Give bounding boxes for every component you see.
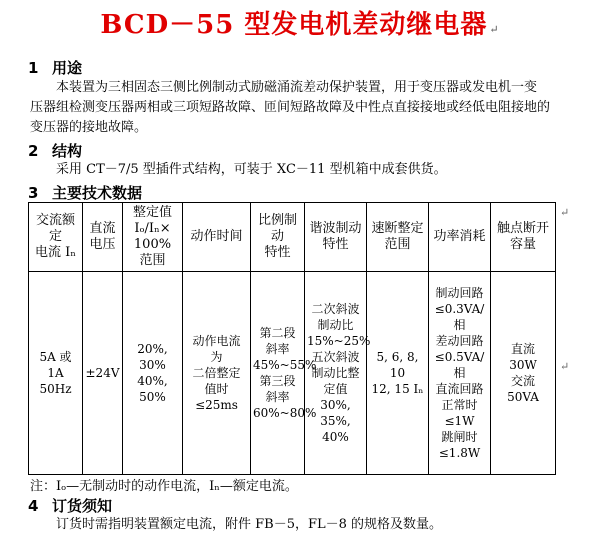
cell-line: 30%, 35%,	[320, 398, 351, 428]
table-header-cell	[83, 203, 123, 272]
cell-line: 电压	[89, 237, 116, 252]
cell-line: 50VA	[507, 390, 539, 404]
cell-line: 触点断开	[496, 221, 549, 236]
cell-line: 直流	[89, 221, 116, 236]
usage-line-1: 本装置为三相固态三侧比例制动式励磁涌流差动保护装置，用于变压器或发电机一变	[56, 80, 538, 95]
cell-line: 容量	[509, 237, 536, 252]
cell-line: ≤0.5VA/	[434, 350, 485, 364]
cell-line: 二次斜波	[311, 302, 360, 316]
cell-line: 动作时间	[190, 229, 243, 244]
cell-line: Iₒ/Iₙ×	[134, 221, 171, 236]
cell-line: ≤1W	[444, 414, 475, 428]
cell-line: 差动回路	[435, 334, 484, 348]
cell-line: 12, 15 Iₙ	[371, 382, 424, 396]
cell-line: ≤25ms	[195, 398, 238, 412]
cell-line: 定值	[323, 382, 348, 396]
section-number: 2	[28, 142, 39, 160]
spec-table	[28, 202, 556, 475]
section-heading-structure	[28, 140, 82, 161]
cell-line: 30W	[509, 358, 537, 372]
cell-line: 20%, 30%	[137, 342, 168, 372]
paragraph-mark-icon: ↵	[489, 23, 500, 36]
table-cell	[183, 272, 251, 475]
cell-line: 第二段	[259, 326, 296, 340]
table-cell	[251, 272, 317, 475]
table-header-cell	[183, 203, 251, 272]
section-title: 结构	[52, 142, 83, 160]
row-end-mark-icon: ↵	[560, 360, 570, 373]
table-header-cell	[123, 203, 183, 272]
table-cell	[83, 272, 123, 475]
cell-line: 相	[453, 366, 466, 380]
section-title: 用途	[52, 59, 83, 77]
table-header-cell	[305, 203, 367, 272]
table-cell	[367, 272, 429, 475]
section-number: 4	[28, 497, 39, 515]
cell-line: 第三段	[259, 374, 296, 388]
table-header-cell	[251, 203, 305, 272]
table-header-cell	[491, 203, 556, 272]
usage-line-2: 压器组检测变压器两相或三项短路故障、匝间短路故障及中性点直接接地或经低电阻接地的	[30, 100, 551, 115]
cell-line: 电流 Iₙ	[35, 245, 76, 260]
cell-line: 40%, 50%	[137, 374, 168, 404]
cell-line: 50Hz	[39, 382, 72, 396]
cell-line: 正常时	[441, 398, 478, 412]
table-header-cell	[429, 203, 491, 272]
row-end-mark-icon: ↵	[560, 206, 570, 219]
section-heading-usage	[28, 57, 82, 78]
note-text: 注：Iₒ—无制动时的动作电流，Iₙ—额定电流。	[30, 479, 298, 494]
usage-line-3: 变压器的接地故障。	[30, 120, 148, 135]
cell-line: ≤0.3VA/	[434, 302, 485, 316]
structure-paragraph: 采用 CT－7/5 型插件式结构，可装于 XC－11 型机箱中成套供货。	[56, 162, 447, 177]
cell-line: 10	[389, 366, 406, 380]
cell-line: 速断整定	[371, 221, 424, 236]
table-cell	[305, 272, 371, 475]
cell-line: 范围	[384, 237, 411, 252]
cell-line: 为	[210, 350, 223, 364]
table-cell	[123, 272, 183, 475]
section-number: 1	[28, 59, 39, 77]
cell-line: 五次斜波	[311, 350, 360, 364]
cell-line: 二倍整定	[192, 366, 241, 380]
table-cell	[491, 272, 556, 475]
cell-line: 直流	[510, 342, 535, 356]
cell-line: 特性	[322, 237, 349, 252]
cell-line: 相	[453, 318, 466, 332]
cell-line: 定	[48, 229, 62, 244]
cell-line: 60%~80%	[253, 406, 317, 420]
section-heading-specs	[28, 182, 142, 203]
cell-line: 值时	[204, 382, 229, 396]
table-header-cell	[29, 203, 83, 272]
cell-line: 谐波制动	[309, 221, 362, 236]
cell-line: 交流额	[35, 213, 75, 228]
cell-line: 制动回路	[435, 286, 484, 300]
cell-line: 斜率	[265, 342, 290, 356]
cell-line: ±24V	[85, 366, 120, 380]
cell-line: 比例制	[257, 213, 297, 228]
title-text: BCD－55 型发电机差动继电器	[100, 10, 488, 40]
table-header-cell	[367, 203, 429, 272]
cell-line: 特性	[264, 245, 291, 260]
cell-line: 45%~55%	[253, 358, 317, 372]
cell-line: 制动比	[317, 318, 354, 332]
cell-line: 动作电流	[192, 334, 241, 348]
section-number: 3	[28, 184, 39, 202]
table-cell	[429, 272, 491, 475]
cell-line: 斜率	[265, 390, 290, 404]
table-cell	[29, 272, 83, 475]
section-title: 主要技术数据	[52, 184, 143, 202]
cell-line: 范围	[139, 253, 166, 268]
document-title	[0, 4, 600, 41]
cell-line: 功率消耗	[433, 229, 486, 244]
table-row	[29, 272, 556, 475]
table-header-row	[29, 203, 556, 272]
section-heading-ordering	[28, 495, 112, 516]
cell-line: 动	[270, 229, 284, 244]
table-note	[30, 475, 298, 494]
cell-line: 100%	[133, 237, 172, 252]
cell-line: 15%~25%	[307, 334, 371, 348]
cell-line: 跳闸时	[441, 430, 478, 444]
cell-line: 制动比整	[311, 366, 360, 380]
usage-paragraph	[30, 78, 595, 138]
cell-line: ≤1.8W	[438, 446, 481, 460]
section-title: 订货须知	[52, 497, 113, 515]
cell-line: 5, 6, 8,	[376, 350, 419, 364]
cell-line: 40%	[322, 430, 349, 444]
cell-line: 5A 或 1A	[39, 350, 72, 380]
cell-line: 交流	[510, 374, 535, 388]
cell-line: 整定值	[132, 205, 172, 220]
ordering-paragraph: 订货时需指明装置额定电流，附件 FB－5，FL－8 的规格及数量。	[56, 517, 443, 532]
cell-line: 直流回路	[435, 382, 484, 396]
